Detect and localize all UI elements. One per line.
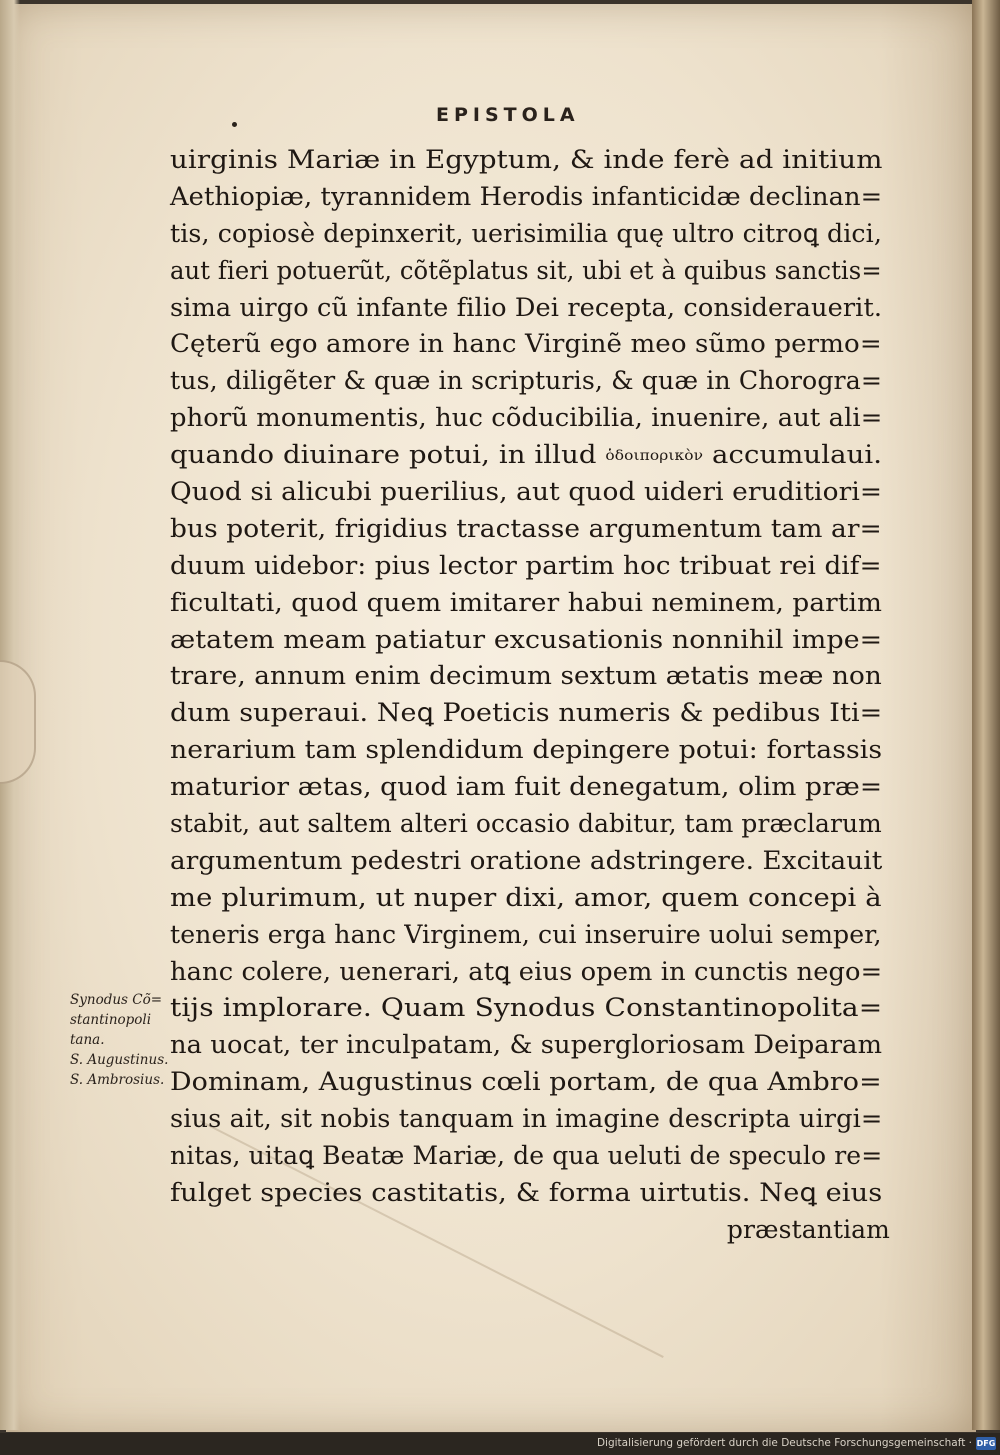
- text-line: trare, annum enim decimum sextum ætatis meæ non: [170, 661, 882, 691]
- text-line: me plurimum, ut nuper dixi, amor, quem concepi à: [170, 882, 882, 912]
- text-line: Aethiopiæ, tyrannidem Herodis infanticidæ declinan=: [170, 181, 883, 211]
- text-line-tail: accumulaui.: [711, 440, 883, 470]
- text-line: Cęterũ ego amore in hanc Virginẽ meo sũmo permo=: [170, 329, 882, 359]
- text-line: ficultati, quod quem imitarer habui neminem, partim: [170, 587, 883, 617]
- margin-notes: [70, 990, 200, 1090]
- text-line: tijs implorare. Quam Synodus Constantinopolita=: [170, 993, 883, 1023]
- catchword: præstantiam: [726, 1214, 890, 1244]
- text-line: maturior ætas, quod iam fuit denegatum, olim præ=: [170, 772, 883, 802]
- margin-note: Synodus Cõ=: [70, 992, 163, 1008]
- greek-word: ὁδοιπορικὸν: [605, 448, 704, 465]
- text-line: argumentum pedestri oratione adstringere. Excitauit: [170, 845, 883, 875]
- text-line: na uocat, ter inculpatam, & supergloriosam Deiparam: [170, 1030, 883, 1060]
- funding-credit: Digitalisierung gefördert durch die Deutsche Forschungsgemeinschaft ·: [596, 1437, 972, 1449]
- text-line: Dominam, Augustinus cœli portam, de qua Ambro=: [170, 1067, 882, 1097]
- text-line: phorũ monumentis, huc cõducibilia, inuenire, aut ali=: [170, 403, 883, 433]
- margin-note: S. Augustinus.: [70, 1052, 169, 1068]
- text-line: hanc colere, uenerari, atꝗ eius opem in cunctis nego=: [170, 956, 883, 986]
- text-line: ætatem meam patiatur excusationis nonnihil impe=: [170, 624, 883, 654]
- text-line: teneris erga hanc Virginem, cui inseruire uolui semper,: [170, 919, 882, 949]
- text-line: bus poterit, frigidius tractasse argumentum tam ar=: [170, 513, 882, 543]
- signature-dot: [232, 122, 237, 127]
- text-line: [170, 437, 961, 474]
- text-line: stabit, aut saltem alteri occasio dabitur, tam præclarum: [170, 809, 882, 839]
- text-line: dum superaui. Neꝗ Poeticis numeris & pedibus Iti=: [170, 698, 883, 728]
- margin-note: S. Ambrosius.: [70, 1072, 165, 1088]
- text-line: Quod si alicubi puerilius, aut quod uideri eruditiori=: [170, 477, 883, 507]
- text-line-head: quando diuinare potui, in illud: [170, 440, 597, 470]
- page-right-edge: [972, 0, 1000, 1430]
- dfg-logo: DFG: [976, 1439, 996, 1448]
- body-text: [170, 142, 890, 1249]
- text-line: nitas, uitaꝗ Beatæ Mariæ, de qua ueluti de speculo re=: [170, 1141, 883, 1171]
- text-line: uirginis Mariæ in Egyptum, & inde ferè ad initium: [170, 145, 883, 174]
- text-line: nerarium tam splendidum depingere potui: fortassis: [170, 735, 883, 765]
- text-line: aut fieri potuerũt, cõtẽplatus sit, ubi et à quibus sanctis=: [170, 255, 882, 285]
- margin-note: tana.: [70, 1032, 105, 1048]
- text-line: sius ait, sit nobis tanquam in imagine descripta uirgi=: [170, 1104, 883, 1134]
- text-line: tus, diligẽter & quæ in scripturis, & quæ in Chorogra=: [170, 366, 883, 396]
- text-line: duum uidebor: pius lector partim hoc tribuat rei dif=: [170, 550, 882, 580]
- text-line: sima uirgo cũ infante filio Dei recepta, considerauerit.: [170, 292, 883, 322]
- running-head: EPISTOLA: [436, 104, 580, 126]
- text-line: fulget species castitatis, & forma uirtutis. Neꝗ eius: [170, 1177, 883, 1207]
- page-tab-marker: [0, 660, 36, 784]
- text-line: tis, copiosè depinxerit, uerisimilia quę ultro citroꝗ dici,: [170, 218, 882, 248]
- margin-note: stantinopoli: [70, 1012, 152, 1028]
